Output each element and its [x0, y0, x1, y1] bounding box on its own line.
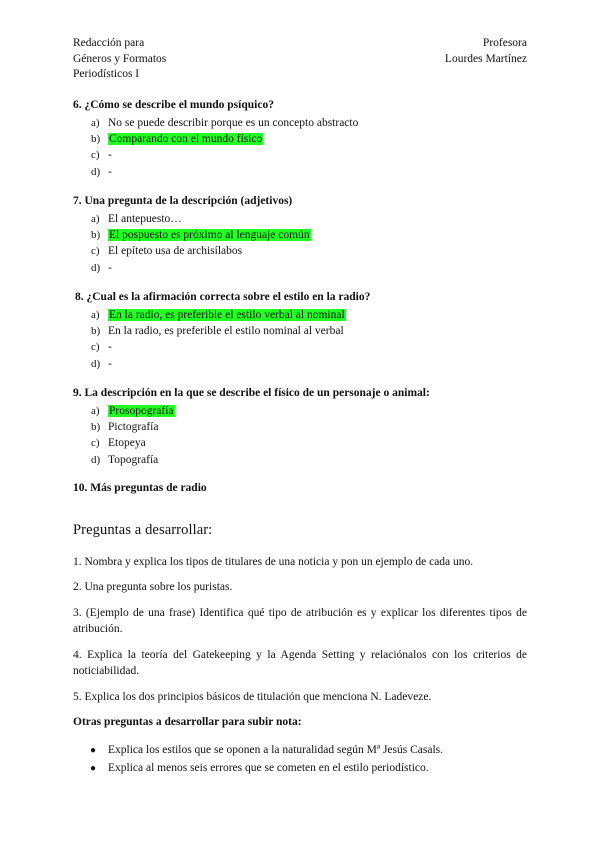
list-item-text: Explica al menos seis errores que se cometen en el estilo periodístico.: [108, 761, 429, 774]
option-text: -: [108, 357, 112, 370]
option-text: El epíteto usa de archisílabos: [108, 245, 243, 258]
question-title: 8. ¿Cual es la afirmación correcta sobre el estilo en la radio?: [75, 291, 371, 303]
develop-question-4: 4. Explica la teoría del Gatekeeping y la Agenda Setting y relaciónalos con los criterios de noticiabilidad.: [73, 649, 527, 677]
option-label: b): [91, 325, 101, 338]
option-b: [91, 131, 533, 147]
question-title: 10. Más preguntas de radio: [73, 482, 207, 494]
option-label: d): [91, 165, 101, 178]
option-c: [91, 339, 535, 355]
options-list: [91, 307, 535, 372]
question-title: 7. Una pregunta de la descripción (adjetivos): [73, 195, 293, 207]
develop-question-1: 1. Nombra y explica los tipos de titulares de una noticia y pon un ejemplo de cada uno.: [73, 556, 474, 568]
option-text-highlighted: Comparando con el mundo físico: [109, 133, 263, 146]
option-a: [91, 307, 535, 323]
option-label: d): [91, 453, 101, 466]
develop-question-3: 3. (Ejemplo de una frase) Identifica qué tipo de atribución es y explicar los diferentes tipos de atribución.: [73, 607, 527, 635]
option-a: [91, 403, 533, 419]
bullet-icon: ●: [90, 762, 97, 774]
question-8: [75, 289, 535, 372]
list-item: [90, 760, 443, 778]
question-title: 9. La descripción en la que se describe el físico de un personaje o animal:: [73, 387, 430, 399]
option-label: b): [91, 421, 101, 434]
option-c: [91, 243, 533, 259]
extra-questions-list: [90, 742, 443, 777]
course-line-3: Periodísticos I: [73, 68, 140, 80]
option-b: [91, 419, 533, 435]
professor-line-1: Profesora: [482, 37, 527, 49]
options-list: [91, 403, 533, 468]
options-list: [91, 115, 533, 180]
option-text: -: [108, 341, 112, 354]
option-text: -: [108, 149, 112, 162]
option-label: b): [91, 229, 101, 242]
professor-line-2: Lourdes Martínez: [444, 52, 527, 65]
option-c: [91, 435, 533, 451]
option-label: c): [91, 437, 100, 450]
course-line-1: Redacción para: [73, 37, 145, 49]
course-name: [73, 36, 166, 83]
option-text: Pictografía: [108, 421, 159, 434]
option-label: a): [91, 309, 100, 321]
option-label: c): [91, 245, 100, 258]
option-label: c): [91, 149, 100, 162]
option-text: En la radio, es preferible el estilo nominal al verbal: [108, 325, 344, 338]
question-7: [73, 193, 533, 276]
bullet-icon: ●: [90, 745, 97, 756]
option-text: Etopeya: [108, 437, 146, 450]
professor-name: [445, 36, 527, 67]
option-text: No se puede describir porque es un concepto abstracto: [108, 117, 359, 129]
options-list: [91, 211, 533, 276]
course-line-2: Géneros y Formatos: [73, 52, 167, 65]
option-label: a): [91, 405, 100, 417]
list-item-text: Explica los estilos que se oponen a la naturalidad según Mª Jesús Casals.: [108, 744, 444, 756]
option-text-highlighted: En la radio, es preferible el estilo verbal al nominal: [109, 309, 345, 321]
question-10: [73, 480, 533, 496]
option-label: a): [91, 213, 100, 225]
option-d: [91, 260, 533, 276]
develop-question-5: 5. Explica los dos principios básicos de titulación que menciona N. Ladeveze.: [73, 691, 432, 703]
option-label: a): [91, 117, 100, 129]
question-6: [73, 97, 533, 180]
option-c: [91, 147, 533, 163]
option-label: c): [91, 341, 100, 354]
option-text-highlighted: Prosopografía: [109, 405, 174, 417]
option-d: [91, 452, 533, 468]
option-label: d): [91, 357, 101, 370]
option-text: -: [108, 165, 112, 178]
option-b: [91, 227, 533, 243]
option-d: [91, 164, 533, 180]
option-text-highlighted: El pospuesto es próximo al lenguaje común: [109, 229, 310, 242]
option-b: [91, 323, 535, 339]
option-a: [91, 115, 533, 131]
question-title: 6. ¿Cómo se describe el mundo psíquico?: [73, 99, 274, 111]
option-label: b): [91, 133, 101, 146]
develop-question-2: 2. Una pregunta sobre los puristas.: [73, 581, 233, 593]
extra-questions-title: Otras preguntas a desarrollar para subir nota:: [73, 716, 302, 728]
option-d: [91, 356, 535, 372]
section-title: Preguntas a desarrollar:: [73, 522, 213, 538]
option-a: [91, 211, 533, 227]
option-text: -: [108, 261, 112, 274]
question-9: [73, 385, 533, 468]
option-label: d): [91, 261, 101, 274]
list-item: [90, 742, 443, 760]
option-text: El antepuesto…: [108, 213, 182, 225]
option-text: Topografía: [108, 453, 159, 466]
